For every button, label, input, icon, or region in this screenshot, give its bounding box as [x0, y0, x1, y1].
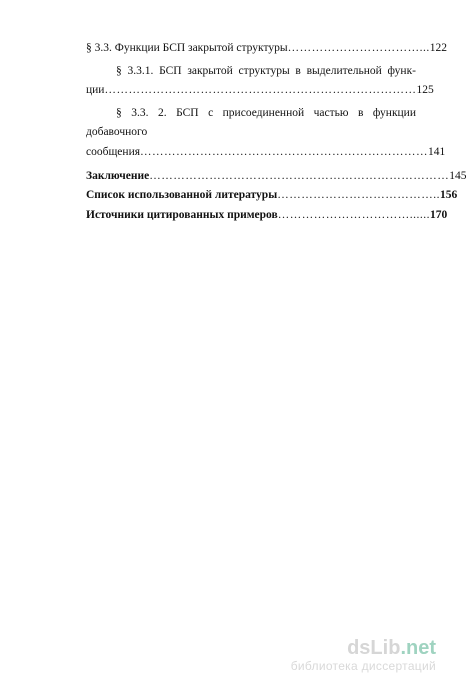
- toc-leader-dots: ………………………………………………………………: [140, 145, 429, 158]
- toc-leader-dots: ……………………………………………………………………: [104, 84, 417, 97]
- toc-entry-title: Список использованной литературы: [86, 189, 278, 202]
- toc-entry-sources[interactable]: [86, 206, 448, 226]
- watermark-logo: dsLib.net: [347, 637, 436, 659]
- toc-entry-3-3-1-line1[interactable]: § 3.3.1. БСП закрытой структуры в выделительной функ-: [116, 64, 416, 77]
- toc-entry-3-3-1-line2[interactable]: [86, 81, 434, 101]
- toc-leader-dots: ……………………………......: [277, 208, 430, 221]
- toc-page-number: 156: [439, 189, 458, 202]
- watermark-subtitle: библиотека диссертаций: [290, 659, 436, 673]
- toc-entry-title: Источники цитированных примеров: [86, 208, 278, 221]
- toc-entry-3-3-2-line2[interactable]: [86, 143, 446, 163]
- toc-entry-title: Заключение: [86, 169, 150, 182]
- toc-entry-title: сообщения: [86, 145, 141, 158]
- toc-entry-title: ции: [86, 84, 105, 97]
- toc-page-number: 141: [428, 145, 446, 158]
- toc-page-number: 122: [429, 42, 447, 54]
- toc-entry-3-3[interactable]: [86, 39, 447, 59]
- toc-leader-dots: …………………………………………………………………: [149, 169, 450, 182]
- table-of-contents: [86, 39, 466, 225]
- toc-entry-title: § 3.3. Функции БСП закрытой структуры: [86, 42, 288, 54]
- toc-leader-dots: ……………………………...: [287, 42, 430, 54]
- toc-entry-conclusion[interactable]: [86, 167, 466, 187]
- toc-entry-references[interactable]: [86, 186, 458, 206]
- site-watermark: [291, 637, 436, 673]
- toc-entry-3-3-2-line1[interactable]: § 3.3. 2. БСП с присоединенной частью в функции добавочного: [86, 106, 416, 139]
- toc-page-number: 125: [416, 84, 434, 97]
- toc-leader-dots: …………………………………..: [277, 189, 440, 202]
- toc-page-number: 170: [429, 208, 448, 221]
- toc-page-number: 145: [449, 169, 466, 182]
